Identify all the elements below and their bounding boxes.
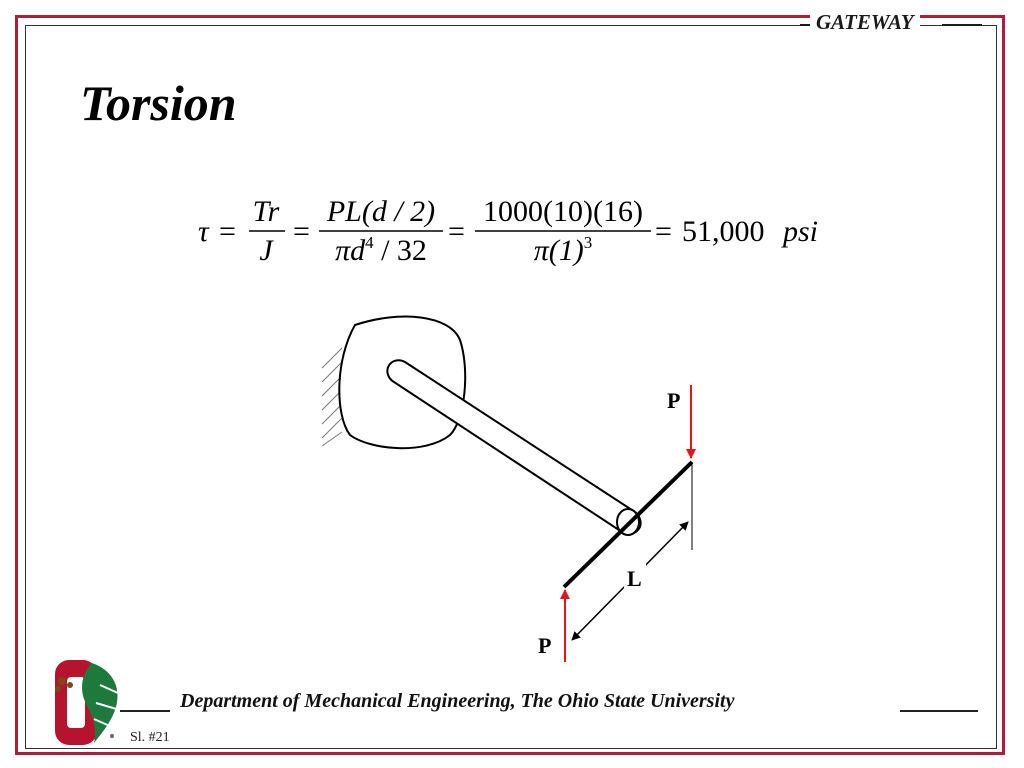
tau-symbol: τ [198,215,209,248]
torsion-shaft-diagram [310,300,730,675]
footer-rule-right [900,710,978,712]
bullet-dot [110,734,114,738]
force-label-top: P [667,388,681,413]
torsion-equation [193,190,843,270]
equals-sign: = [293,215,310,248]
footer-rule-left [120,710,170,712]
gateway-brand: GATEWAY [810,10,920,35]
frac2-numerator: PL(d / 2) [326,195,436,228]
slide-number: Sl. #21 [130,730,170,745]
result-value: 51,000 [682,215,765,248]
result-unit: psi [783,215,819,248]
equals-sign: = [655,215,672,248]
frac2-denominator: $\pi d^4 / 32$ [335,233,427,267]
equals-sign: = [219,215,236,248]
frac1-numerator: Tr [252,195,280,228]
length-label: L [627,566,642,591]
frac3-denominator: $\pi(1)^3$ [533,233,593,267]
frac3-numerator: 1000(10)(16) [483,195,643,228]
force-label-bottom: P [538,633,552,658]
slide-title: Torsion [80,75,237,131]
department-footer: Department of Mechanical Engineering, The Ohio State University [180,690,735,712]
frac1-denominator: J [259,234,273,267]
gateway-rule [942,24,982,26]
equals-sign: = [448,215,465,248]
